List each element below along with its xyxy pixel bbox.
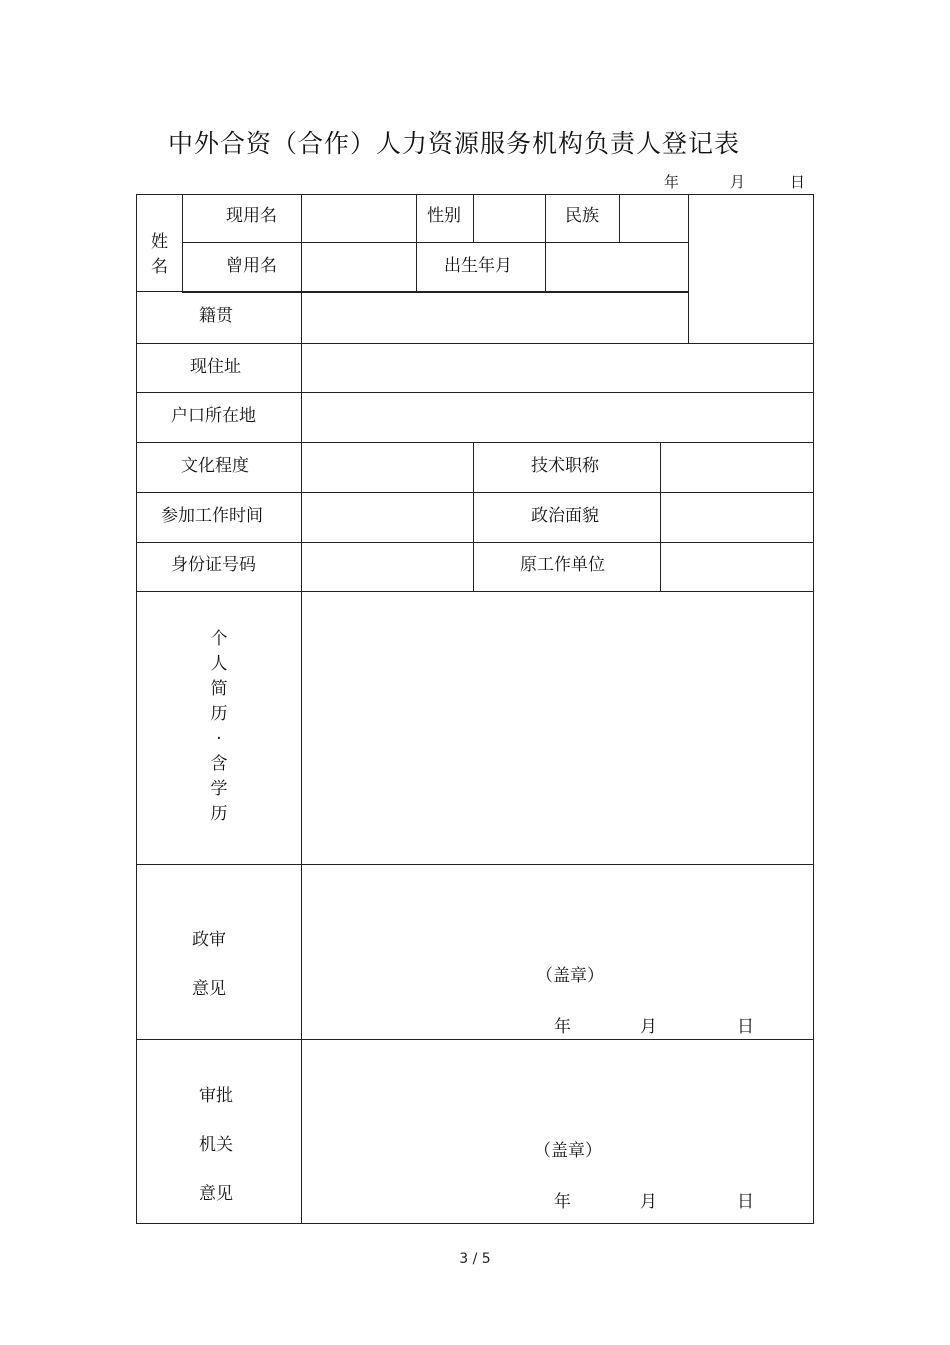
native-place-label: 籍贯 [199, 306, 233, 326]
education-level-label: 文化程度 [181, 456, 249, 476]
id-number-label: 身份证号码 [171, 555, 256, 575]
political-review-field[interactable] [301, 864, 814, 1040]
political-status-label: 政治面貌 [531, 506, 599, 526]
political-review-seal: （盖章） [536, 966, 604, 986]
political-review-label-cell [136, 864, 302, 1040]
technical-title-label: 技术职称 [531, 456, 599, 476]
former-employer-label: 原工作单位 [520, 555, 605, 575]
ethnicity-label: 民族 [565, 206, 599, 226]
household-registration-label: 户口所在地 [171, 406, 256, 426]
approval-month: 月 [640, 1192, 657, 1212]
gender-label: 性别 [427, 206, 461, 226]
technical-title-field[interactable] [660, 442, 814, 493]
birth-date-field[interactable] [545, 242, 689, 293]
approval-label-line1: 审批 [199, 1086, 233, 1106]
resume-field[interactable] [301, 591, 814, 865]
household-registration-field[interactable] [301, 392, 814, 443]
political-review-label-line1: 政审 [192, 930, 226, 950]
education-level-field[interactable] [301, 442, 474, 493]
date-day-label: 日 [790, 173, 806, 191]
approval-year: 年 [554, 1192, 571, 1212]
work-start-time-label: 参加工作时间 [161, 506, 263, 526]
work-start-time-field[interactable] [301, 492, 474, 543]
approval-label-line3: 意见 [199, 1184, 233, 1204]
approval-seal: （盖章） [534, 1141, 602, 1161]
birth-date-label: 出生年月 [444, 256, 512, 276]
current-name-field[interactable] [301, 194, 417, 243]
ethnicity-field[interactable] [619, 194, 689, 243]
page-number: 3 / 5 [459, 1251, 491, 1267]
id-number-field[interactable] [301, 542, 474, 592]
former-name-field[interactable] [301, 242, 417, 293]
date-month-label: 月 [730, 173, 746, 191]
political-review-label-line2: 意见 [192, 979, 226, 999]
approval-label-line2: 机关 [199, 1135, 233, 1155]
political-review-year: 年 [554, 1017, 571, 1037]
political-review-day: 日 [737, 1017, 754, 1037]
native-place-field[interactable] [301, 291, 689, 344]
political-status-field[interactable] [660, 492, 814, 543]
gender-field[interactable] [473, 194, 546, 243]
name-group-label: 姓名 [151, 232, 168, 277]
current-address-label: 现住址 [190, 357, 241, 377]
current-name-label: 现用名 [226, 206, 277, 226]
former-name-label: 曾用名 [226, 256, 277, 276]
former-employer-field[interactable] [660, 542, 814, 592]
date-year-label: 年 [664, 173, 680, 191]
political-review-month: 月 [640, 1017, 657, 1037]
photo-box [688, 194, 814, 344]
page-title: 中外合资（合作）人力资源服务机构负责人登记表 [167, 129, 740, 158]
current-address-field[interactable] [301, 343, 814, 393]
approval-day: 日 [737, 1192, 754, 1212]
resume-label: 个 人 简 历 · 含 学 历 [210, 629, 228, 824]
